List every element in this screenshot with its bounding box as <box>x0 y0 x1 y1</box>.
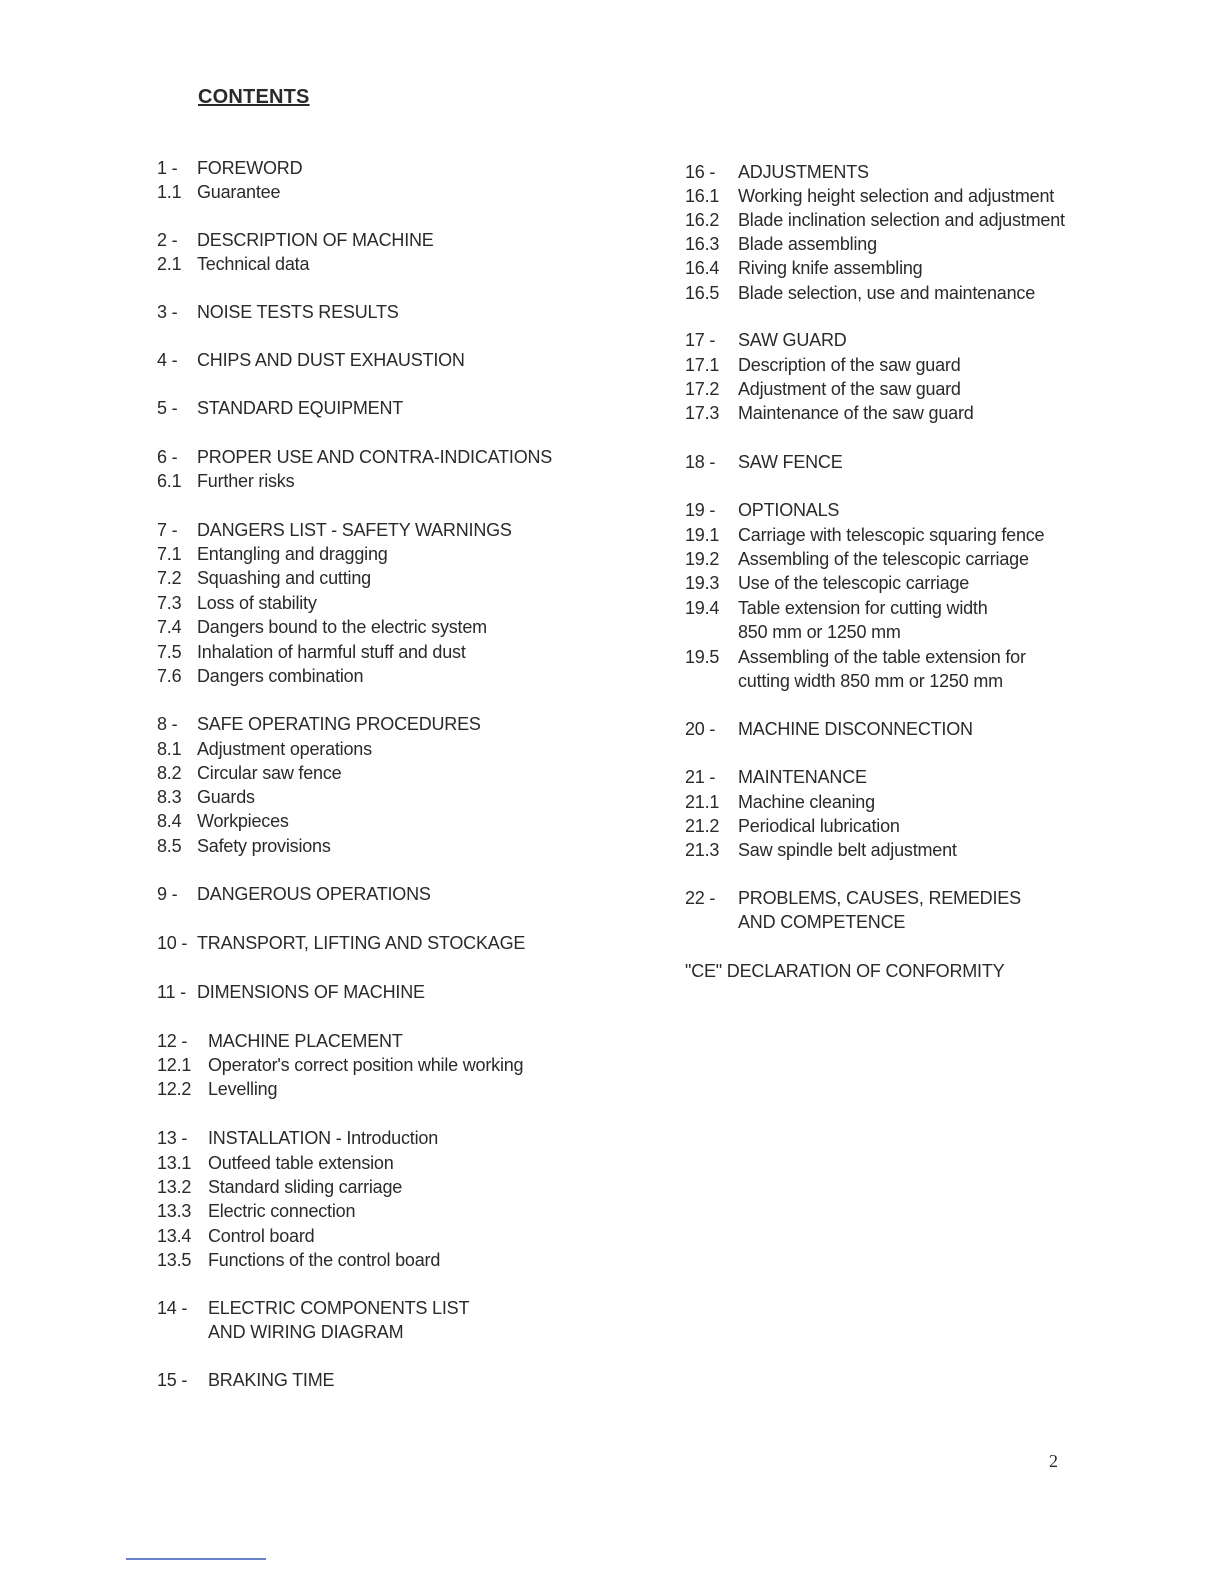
right-toc-entry <box>685 596 988 620</box>
section-title: AND COMPETENCE <box>738 912 906 932</box>
section-title: Adjustment of the saw guard <box>738 379 961 399</box>
section-number: 8 - <box>157 714 178 734</box>
section-number <box>685 669 738 693</box>
right-toc-entry <box>685 765 867 789</box>
section-title: Blade inclination selection and adjustment <box>738 210 1065 230</box>
section-title: PROBLEMS, CAUSES, REMEDIES <box>738 888 1021 908</box>
right-toc-entry <box>685 645 1026 669</box>
left-toc-entry <box>157 180 280 204</box>
section-title: Inhalation of harmful stuff and dust <box>197 642 466 662</box>
right-toc-entry <box>685 498 839 522</box>
section-title: Entangling and dragging <box>197 544 388 564</box>
left-toc-entry <box>157 1053 523 1077</box>
section-title: Assembling of the table extension for <box>738 647 1026 667</box>
section-title: ADJUSTMENTS <box>738 162 869 182</box>
left-toc-entry <box>157 300 399 324</box>
section-title: Guarantee <box>197 182 281 202</box>
section-number: 8.5 <box>157 836 182 856</box>
section-title: Periodical lubrication <box>738 816 900 836</box>
left-toc-entry <box>157 156 302 180</box>
left-toc-entry <box>157 566 371 590</box>
section-title: SAW FENCE <box>738 452 843 472</box>
section-title: DESCRIPTION OF MACHINE <box>197 230 434 250</box>
section-title: cutting width 850 mm or 1250 mm <box>738 671 1003 691</box>
left-toc-entry <box>157 980 425 1004</box>
section-number: 1.1 <box>157 182 182 202</box>
right-toc-entry <box>685 790 875 814</box>
section-number <box>157 1320 208 1344</box>
section-number: 7 - <box>157 520 178 540</box>
section-number: 13.3 <box>157 1201 192 1221</box>
section-title: Dangers combination <box>197 666 364 686</box>
left-toc-entry <box>157 1320 403 1344</box>
section-title: Maintenance of the saw guard <box>738 403 974 423</box>
left-toc-entry <box>157 1126 438 1150</box>
section-title: Squashing and cutting <box>197 568 371 588</box>
left-toc-entry <box>157 1175 402 1199</box>
left-toc-entry <box>157 445 552 469</box>
section-number: 12.2 <box>157 1079 192 1099</box>
right-toc-entry <box>685 910 905 934</box>
right-toc-entry <box>685 814 900 838</box>
left-toc-entry <box>157 252 309 276</box>
section-title: Loss of stability <box>197 593 317 613</box>
left-toc-entry <box>157 542 388 566</box>
section-title: Dangers bound to the electric system <box>197 617 487 637</box>
section-title: FOREWORD <box>197 158 303 178</box>
section-title: Functions of the control board <box>208 1250 441 1270</box>
section-title: ELECTRIC COMPONENTS LIST <box>208 1298 470 1318</box>
section-title: Standard sliding carriage <box>208 1177 403 1197</box>
section-title: Workpieces <box>197 811 289 831</box>
section-title: Machine cleaning <box>738 792 875 812</box>
section-title: Electric connection <box>208 1201 356 1221</box>
section-title: 850 mm or 1250 mm <box>738 622 901 642</box>
section-title: Working height selection and adjustment <box>738 186 1055 206</box>
section-title: Further risks <box>197 471 295 491</box>
section-title: Blade selection, use and maintenance <box>738 283 1036 303</box>
section-number: 7.6 <box>157 666 182 686</box>
left-toc-entry <box>157 591 317 615</box>
section-number: 19.5 <box>685 647 720 667</box>
section-title: Description of the saw guard <box>738 355 961 375</box>
section-title: MACHINE DISCONNECTION <box>738 719 973 739</box>
right-toc-entry <box>685 620 901 644</box>
section-number: 3 - <box>157 302 178 322</box>
section-title: Carriage with telescopic squaring fence <box>738 525 1045 545</box>
section-number: 7.1 <box>157 544 182 564</box>
section-number: 1 - <box>157 158 178 178</box>
left-toc-entry <box>157 640 466 664</box>
right-toc-entry <box>685 328 847 352</box>
section-number: 12.1 <box>157 1055 192 1075</box>
section-number: 14 - <box>157 1298 188 1318</box>
section-number: 20 - <box>685 719 716 739</box>
left-toc-entry <box>157 518 512 542</box>
section-number: 6 - <box>157 447 178 467</box>
section-number: 7.5 <box>157 642 182 662</box>
section-number: 12 - <box>157 1031 188 1051</box>
section-title: NOISE TESTS RESULTS <box>197 302 399 322</box>
section-title: INSTALLATION - Introduction <box>208 1128 439 1148</box>
right-toc-entry <box>685 523 1044 547</box>
section-number: 16.4 <box>685 258 720 278</box>
section-number: 9 - <box>157 884 178 904</box>
section-title: Operator's correct position while working <box>208 1055 524 1075</box>
section-number: 11 - <box>157 982 186 1002</box>
section-number: 19.3 <box>685 573 720 593</box>
right-toc-entry <box>685 571 969 595</box>
right-toc-entry <box>685 208 1065 232</box>
left-toc-entry <box>157 834 331 858</box>
section-number: 8.3 <box>157 787 182 807</box>
section-number: 17 - <box>685 330 716 350</box>
section-title: Use of the telescopic carriage <box>738 573 970 593</box>
section-title: PROPER USE AND CONTRA-INDICATIONS <box>197 447 553 467</box>
left-toc-entry <box>157 761 341 785</box>
right-toc-entry <box>685 669 1003 693</box>
right-toc-entry <box>685 281 1035 305</box>
right-toc-entry <box>685 377 961 401</box>
section-title: Safety provisions <box>197 836 331 856</box>
section-number: 13.5 <box>157 1250 192 1270</box>
section-title: Adjustment operations <box>197 739 372 759</box>
section-title: Levelling <box>208 1079 278 1099</box>
section-number: 13.2 <box>157 1177 192 1197</box>
section-number: 8.4 <box>157 811 182 831</box>
section-number: 17.3 <box>685 403 720 423</box>
left-toc-entry <box>157 1368 334 1392</box>
section-title: Assembling of the telescopic carriage <box>738 549 1029 569</box>
section-number: 8.1 <box>157 739 182 759</box>
section-number <box>685 910 738 934</box>
section-number: 5 - <box>157 398 178 418</box>
right-toc-entry <box>685 160 869 184</box>
left-toc-entry <box>157 664 363 688</box>
section-title: MAINTENANCE <box>738 767 867 787</box>
section-number: 21 - <box>685 767 716 787</box>
section-number: 8.2 <box>157 763 182 783</box>
section-number: 18 - <box>685 452 716 472</box>
section-number: 16.2 <box>685 210 720 230</box>
left-toc-entry <box>157 1224 314 1248</box>
left-toc-entry <box>157 931 525 955</box>
right-toc-entry <box>685 886 1021 910</box>
section-number: 4 - <box>157 350 178 370</box>
section-number <box>685 620 738 644</box>
section-title: DIMENSIONS OF MACHINE <box>197 982 425 1002</box>
left-toc-entry <box>157 396 403 420</box>
section-number: 13.1 <box>157 1153 192 1173</box>
section-number: 2 - <box>157 230 178 250</box>
left-toc-entry <box>157 882 431 906</box>
section-number: 19.4 <box>685 598 720 618</box>
right-toc-entry <box>685 450 843 474</box>
section-title: Riving knife assembling <box>738 258 923 278</box>
section-number: 22 - <box>685 888 716 908</box>
section-title: STANDARD EQUIPMENT <box>197 398 404 418</box>
section-number: 17.2 <box>685 379 720 399</box>
section-number: 7.4 <box>157 617 182 637</box>
section-number: 16.1 <box>685 186 720 206</box>
section-title: Control board <box>208 1226 315 1246</box>
right-toc-entry <box>685 838 957 862</box>
right-toc-entry <box>685 717 973 741</box>
section-title: Guards <box>197 787 255 807</box>
left-toc-entry <box>157 1077 277 1101</box>
section-title: Blade assembling <box>738 234 877 254</box>
section-number: 21.1 <box>685 792 720 812</box>
page-number: 2 <box>1049 1451 1058 1471</box>
section-title: CHIPS AND DUST EXHAUSTION <box>197 350 465 370</box>
section-title: OPTIONALS <box>738 500 840 520</box>
section-title: SAW GUARD <box>738 330 847 350</box>
section-number: 19 - <box>685 500 716 520</box>
left-toc-entry <box>157 228 434 252</box>
left-toc-entry <box>157 1296 469 1320</box>
section-number: 16.3 <box>685 234 720 254</box>
section-title: Technical data <box>197 254 310 274</box>
left-toc-entry <box>157 1248 440 1272</box>
left-toc-entry <box>157 348 465 372</box>
section-number: 17.1 <box>685 355 720 375</box>
section-title: Table extension for cutting width <box>738 598 988 618</box>
left-toc-entry <box>157 1151 394 1175</box>
section-number: 7.3 <box>157 593 182 613</box>
section-title: Outfeed table extension <box>208 1153 394 1173</box>
section-title: Saw spindle belt adjustment <box>738 840 957 860</box>
left-toc-entry <box>157 712 481 736</box>
section-title: Circular saw fence <box>197 763 342 783</box>
section-title: MACHINE PLACEMENT <box>208 1031 403 1051</box>
scan-artifact-line <box>126 1558 266 1560</box>
right-toc-entry <box>685 401 974 425</box>
section-title: BRAKING TIME <box>208 1370 335 1390</box>
section-number: 21.3 <box>685 840 720 860</box>
section-number: 6.1 <box>157 471 182 491</box>
contents-title: CONTENTS <box>198 86 310 108</box>
section-number: 21.2 <box>685 816 720 836</box>
section-title: AND WIRING DIAGRAM <box>208 1322 404 1342</box>
section-number: 15 - <box>157 1370 188 1390</box>
left-toc-entry <box>157 469 294 493</box>
section-number: 16.5 <box>685 283 720 303</box>
right-toc-entry <box>685 256 923 280</box>
section-title: TRANSPORT, LIFTING AND STOCKAGE <box>197 933 526 953</box>
section-number: 13.4 <box>157 1226 192 1246</box>
left-toc-entry <box>157 1029 403 1053</box>
right-toc-entry <box>685 232 877 256</box>
left-toc-entry <box>157 1199 355 1223</box>
section-title: "CE" DECLARATION OF CONFORMITY <box>685 961 1005 981</box>
section-number: 10 - <box>157 933 188 953</box>
section-title: DANGEROUS OPERATIONS <box>197 884 431 904</box>
left-toc-entry <box>157 615 487 639</box>
right-toc-entry <box>685 547 1029 571</box>
right-toc-entry <box>685 353 961 377</box>
right-toc-entry <box>685 959 1004 983</box>
right-toc-entry <box>685 184 1054 208</box>
section-number: 19.1 <box>685 525 720 545</box>
section-title: SAFE OPERATING PROCEDURES <box>197 714 481 734</box>
section-number: 13 - <box>157 1128 188 1148</box>
left-toc-entry <box>157 785 255 809</box>
left-toc-entry <box>157 737 372 761</box>
section-number: 16 - <box>685 162 716 182</box>
section-number: 2.1 <box>157 254 182 274</box>
section-number: 7.2 <box>157 568 182 588</box>
left-toc-entry <box>157 809 289 833</box>
section-title: DANGERS LIST - SAFETY WARNINGS <box>197 520 512 540</box>
section-number: 19.2 <box>685 549 720 569</box>
